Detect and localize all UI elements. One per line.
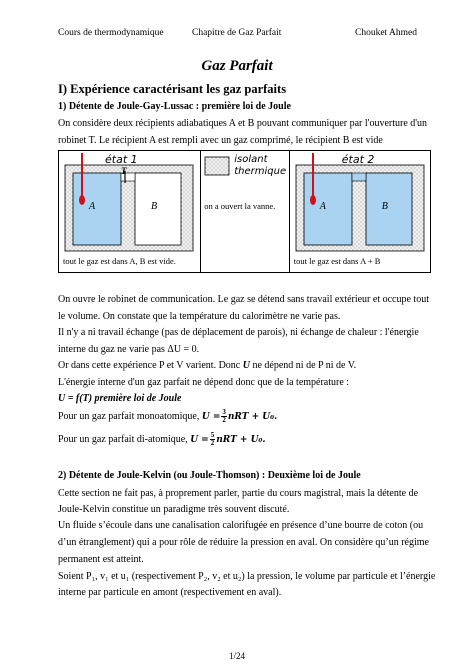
state-2-caption: tout le gaz est dans A + B — [293, 256, 381, 266]
s2-line-2: Joule-Kelvin constitue un paradigme très souvent discuté. — [58, 504, 290, 515]
s2-line-5: permanent est atteint. — [58, 554, 144, 565]
di-text: Pour un gaz parfait di-atomique, — [58, 434, 191, 445]
state-1-label: état 1 — [105, 153, 138, 166]
intro-line-2: robinet T. Le récipient A est rempli avec un gaz comprimé, le récipient B est vide — [58, 135, 383, 146]
figure-state-2 — [289, 151, 430, 273]
s2-line-4: d’un étranglement) qui a pour rôle de réduire la pression en aval. On considère qu’un régime — [58, 537, 429, 548]
p1-line-1: On ouvre le robinet de communication. Le gaz se détend sans travail extérieur et occupe tout — [58, 294, 429, 305]
p3-pre: Or dans cette expérience P et V varient. Donc — [58, 360, 243, 371]
middle-caption: on a ouvert la vanne. — [204, 201, 276, 211]
header-author: Chouket Ahmed — [355, 28, 418, 38]
di-rhs: nRT + U₀. — [216, 435, 266, 445]
state-1-caption: tout le gaz est dans A, B est vide. — [63, 256, 176, 266]
p3-line — [58, 360, 356, 372]
p1-line-2: le volume. On constate que la température du calorimètre ne varie pas. — [58, 311, 341, 322]
s2-line-1: Cette section ne fait pas, à proprement parler, partie du cours magistral, mais la détente de — [58, 488, 419, 499]
header-course: Cours de thermodynamique — [58, 28, 164, 38]
state-1-label-a: A — [89, 201, 96, 212]
p2-line-2: interne du gaz ne varie pas ΔU = 0. — [58, 344, 200, 355]
experiment-figure — [58, 150, 431, 273]
legend-line-2: thermique — [234, 166, 287, 177]
page-number: 1/24 — [228, 651, 245, 661]
p2-line-1: Il n'y a ni travail échange (pas de déplacement de parois), ni échange de chaleur : l'énergie — [58, 327, 419, 338]
subsection2-heading: 2) Détente de Joule-Kelvin (ou Joule-Thomson) : Deuxième loi de Joule — [58, 470, 361, 481]
di-formula — [58, 432, 266, 448]
di-lhs: U = — [190, 435, 209, 445]
intro-line-1: On considère deux récipients adiabatiques A et B pouvant communiquer par l'ouverture d'un — [58, 118, 428, 129]
mono-lhs: U = — [201, 412, 221, 422]
mono-text: Pour un gaz parfait monoatomique, — [58, 411, 202, 422]
mono-rhs: nRT + U₀. — [227, 412, 278, 422]
mono-formula — [58, 409, 277, 425]
s2-line-3: Un fluide s’écoule dans une canalisation calorifugée en présence d’une bourre de coton (ou — [58, 520, 424, 531]
p3-u: U — [242, 360, 250, 371]
mono-fraction: $\frac{3}{2}$ — [222, 408, 226, 425]
subsection1-heading: 1) Détente de Joule-Gay-Lussac : première loi de Joule — [58, 101, 291, 112]
figure-state-1 — [59, 151, 201, 273]
header-chapter: Chapitre de Gaz Parfait — [192, 28, 282, 38]
s2-line-7: interne par particule en amont (respectivement en aval). — [58, 587, 282, 598]
state-2-label-b: B — [381, 201, 388, 212]
s2-line-6: Soient P₁, v₁ et u₁ (respectivement P₂, v₂ et u₂) la pression, le volume par particule et l’énergie — [58, 571, 436, 582]
state-1-label-b: B — [151, 201, 158, 212]
state-2-label: état 2 — [341, 153, 375, 166]
page-title: Gaz Parfait — [201, 58, 273, 74]
figure-middle — [201, 151, 290, 273]
joule-law: U = f(T) première loi de Joule — [58, 393, 182, 404]
state-2-label-a: A — [319, 201, 326, 212]
p3-post: ne dépend ni de P ni de V. — [249, 360, 357, 371]
valve-t-label: T — [121, 166, 127, 176]
p4-line: L'énergie interne d'un gaz parfait ne dépend donc que de la température : — [58, 377, 350, 388]
di-fraction: $\frac{5}{2}$ — [210, 431, 215, 448]
section1-heading: I) Expérience caractérisant les gaz parfaits — [58, 82, 287, 96]
legend-line-1: isolant — [234, 154, 268, 165]
